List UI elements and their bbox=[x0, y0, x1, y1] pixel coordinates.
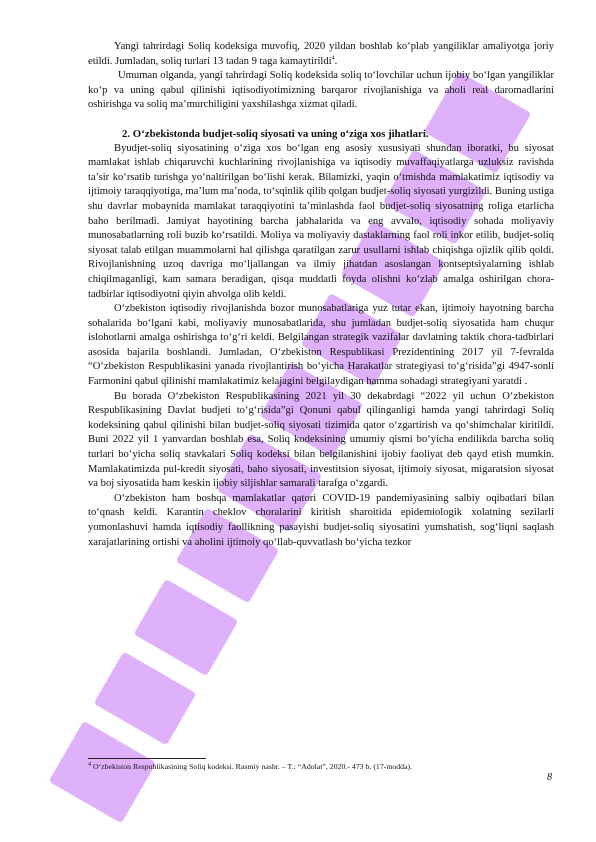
section-heading: 2. O‘zbekistonda budjet-soliq siyosati va uning o‘ziga xos jihatlari. bbox=[122, 127, 429, 140]
paragraph-3: Byudjet-soliq siyosatining o‘ziga xos bo‘lgan eng asosiy xususiyati shundan iboratki, bu siyosat mamlakat ishlab chiqaruvchi kuchlarining rivojlanishiga va iqtisodiy muvaffaqiyatlarga uzluksiz ravishda ta’sir ko‘rsatib turishga yo‘naltirilgan bo‘lishi kerak. Bilamizki, yaqin o‘tmishda mamlakatimiz iqtisodiy va ijtimoiy taraqqiyotiga, ma’lum ma’noda, to‘sqinlik qilib qolgan budjet-soliq siyosati yurgizildi. Buning ustiga shu davrlar mobaynida mamlakat taraqqiyotini ta’minlashda faol budjet-soliq siyosatning roliga etarlicha baho berilmadi. Jamiyat hayotining barcha jabhalarida va eng avvalo, iqtisodiy sohada moliyaviy munosabatlarning roli buzib ko‘rsatildi. Moliya va moliyaviy dastaklarning faol roli inkor etilib, budjet-soliq siyosat talab etilgan muammolarni hal qilishga qaratilgan zarur usullarni ishlab chiqishga ojizlik qilib qoldi. Rivojlanishning uzoq davriga mo‘ljallangan va ilmiy jihatdan asoslangan kontseptsiyalarning ishlab chiqilmaganligi, kam samara beradigan, qisqa muddatli foyda olishni ko‘zlab amalga oshirilgan chora-tadbirlar iqtisodiyotni qiyin ahvolga olib keldi. bbox=[88, 142, 554, 300]
page-number: 8 bbox=[547, 772, 552, 783]
page-body bbox=[88, 40, 554, 550]
paragraph-4: O‘zbekiston iqtisodiy rivojlanishda bozor munosabatlariga yuz tutar ekan, ijtimoiy hayotning barcha sohalarida bo‘lgani kabi, moliyaviy munosabatlarida, shu jumladan budjet-soliq siyosatida ham chuqur islohotlarni amalga oshirishga to‘g‘ri keldi. Belgilangan strategik vazifalar davlatning taktik chora-tadbirlari asosida bajarila boshlandi. Jumladan, O‘zbekiston Respublikasi Prezidentining 2017 yil 7-fevralda “O‘zbekiston Respublikasini yanada rivojlantirish bo‘yicha Harakatlar strategiyasi to‘g‘risida”gi 4947-sonli Farmonini qabul qilinishi mamlakatimiz kelajagini belgilaydigan hamma sohadagi strategiyani yaratdi . bbox=[88, 303, 554, 388]
footnote-text: O‘zbekiston Respublikasining Soliq kodeksi. Rasmiy nashr. – T.: “Adolat”, 2020.- 473 b. (17-modda). bbox=[91, 762, 413, 771]
paragraph-1-text: Yangi tahrirdagi Soliq kodeksiga muvofiq, 2020 yildan boshlab ko‘plab yangiliklar amaliyotga joriy etildi. Jumladan, soliq turlari 13 tadan 9 taga kamaytirildi bbox=[88, 41, 554, 67]
paragraph-1 bbox=[88, 40, 554, 69]
paragraph-2: Umuman olganda, yangi tahrirdagi Soliq kodeksida soliq to‘lovchilar uchun ijobiy bo‘lgan yangiliklar ko‘p va uning qabul qilinishi iqtisodiyotimizning barqaror rivojlanishiga va aholi real daromadlarini oshirishga va soliq ma’murchiligini yaxshilashga xizmat qiladi. bbox=[88, 70, 554, 111]
footnote bbox=[88, 762, 554, 772]
paragraph-1-tail: . bbox=[334, 55, 338, 67]
footnote-divider bbox=[88, 758, 206, 759]
paragraph-5: Bu borada O‘zbekiston Respublikasining 2021 yil 30 dekabrdagi “2022 yil uchun O‘zbekiston Respublikasining Davlat budjeti to‘g‘risida”gi Qonuni qabul qilinganligi hamda yangi tahrirdagi Soliq kodeksining qabul qilinishi bilan budjet-soliq siyosati tizimida qator o‘zgartirish va qo‘shimchalar kiritildi. Buni 2022 yil 1 yanvardan boshlab esa, Soliq kodeksining umumiy qismi bo‘yicha endilikda barcha soliq turlari bo‘yicha soliq stavkalari Soliq kodeksi bilan belgilanishini ijobiy faoliyat deb qayd etish mumkin. Mamlakatimizda pul-kredit siyosati, baho siyosati, investitsion siyosat, ijtimoiy siyosat, migaratsion siyosat va boj siyosatida ham keskin ijobiy siljishlar samarali tarafga o‘zgardi. bbox=[88, 390, 554, 490]
paragraph-6: O‘zbekiston ham boshqa mamlakatlar qatori COVID-19 pandemiyasining salbiy oqibatlari bilan to‘qnash keldi. Karantin cheklov choralarini kiritish sharoitida epidemiologik xolatning sezilarli yomonlashuvi hamda iqtisodiy faollikning pasayishi budjet-soliq siyosatini yumshatish, sog‘liqni saqlash xarajatlarining ortishi va aholini ijtimoiy qo‘llab-quvvatlash bo‘yicha tezkor bbox=[88, 492, 554, 548]
footnote-number: 4 bbox=[88, 761, 91, 768]
footnote-reference[interactable]: 4 bbox=[331, 55, 335, 62]
